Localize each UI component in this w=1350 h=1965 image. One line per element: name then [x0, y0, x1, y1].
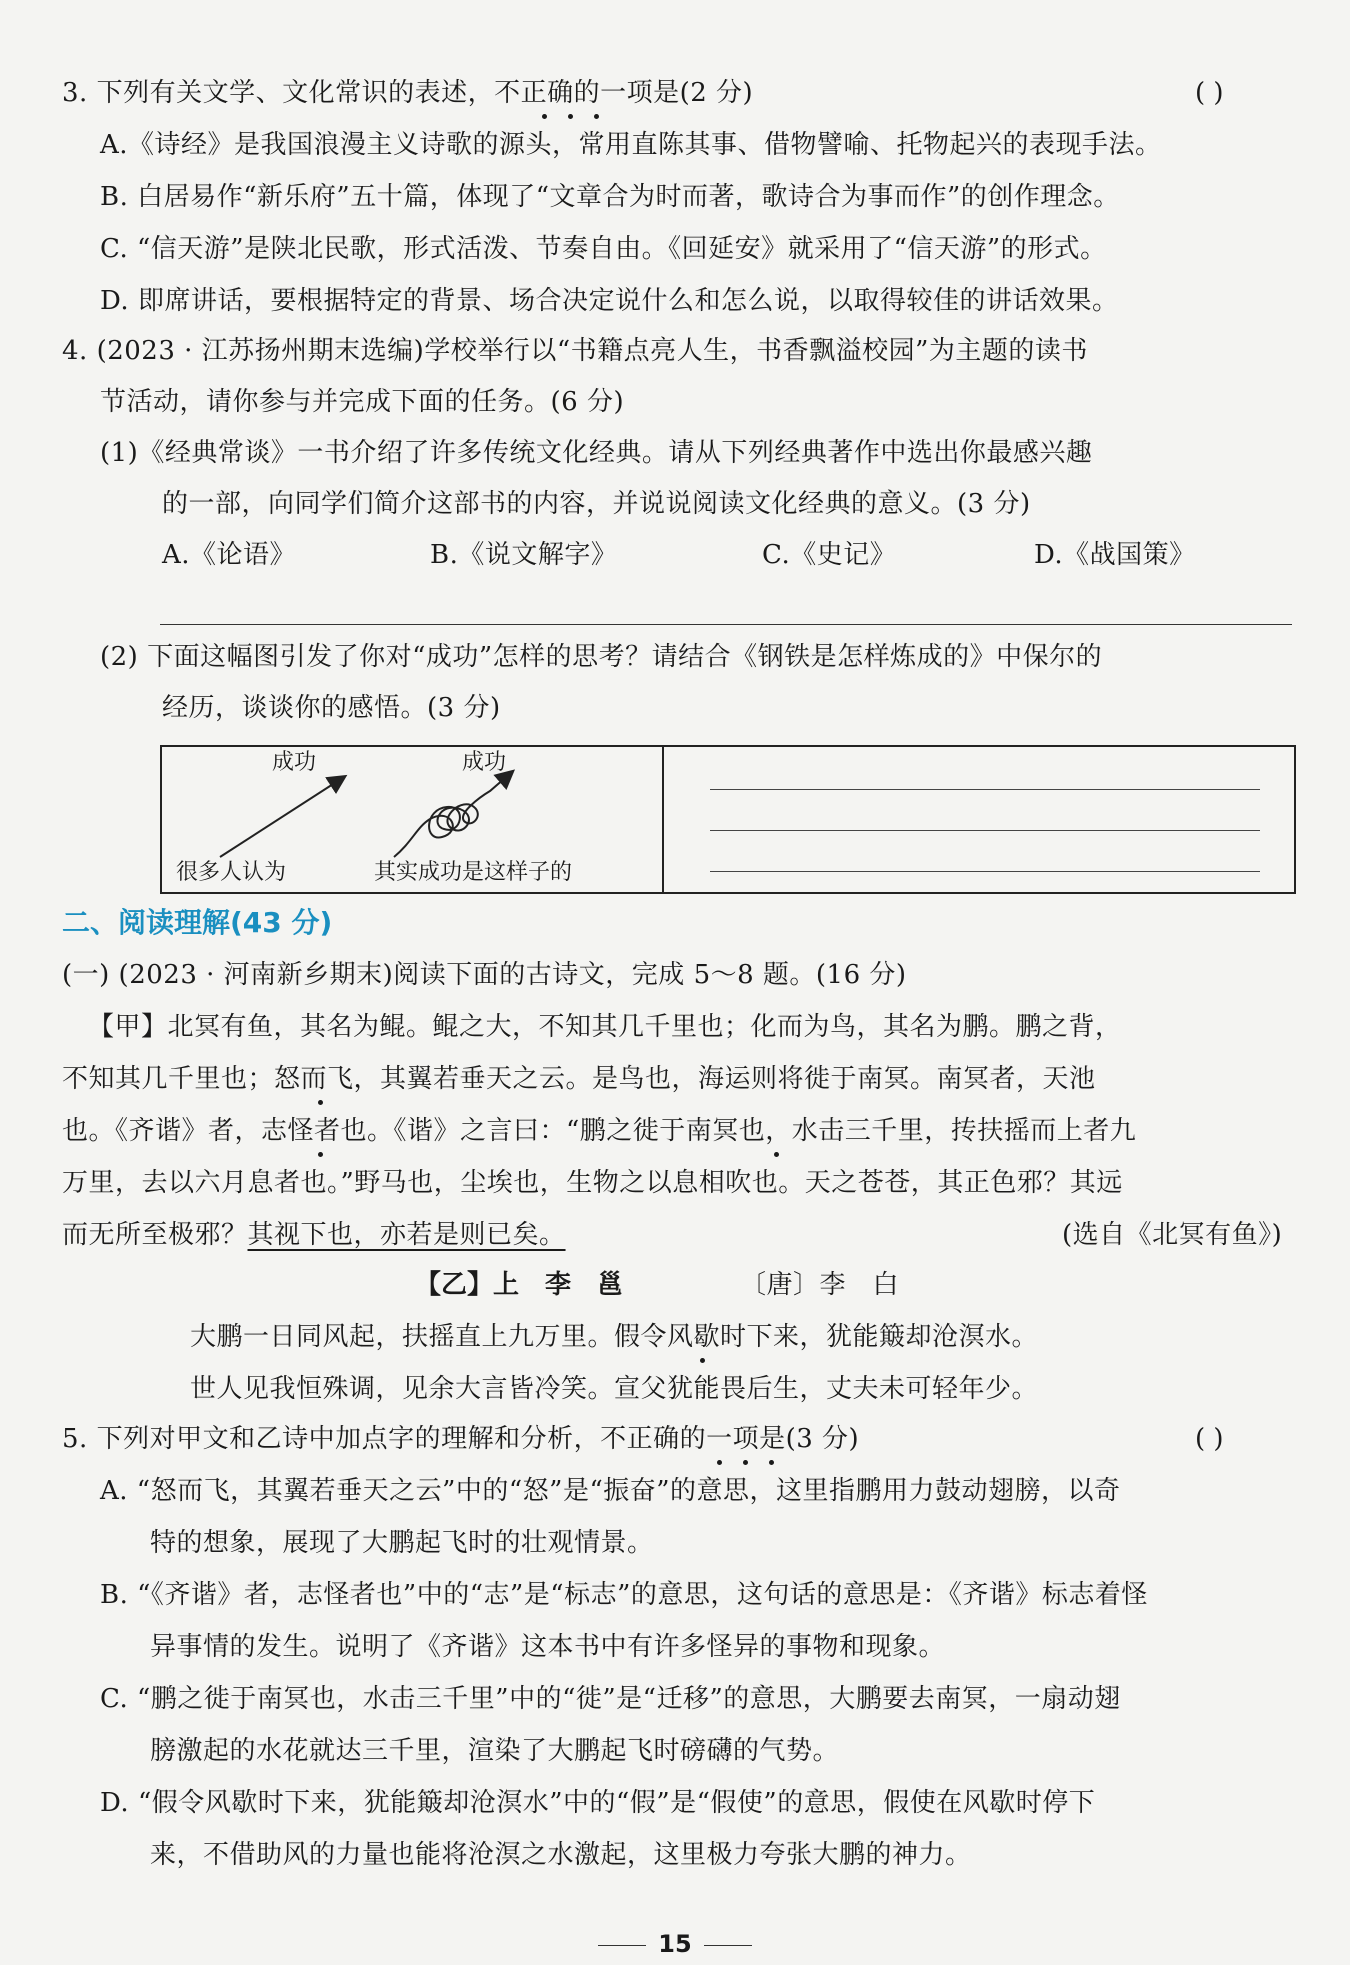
q5-answer-paren[interactable]: ( )	[1195, 1424, 1224, 1454]
jia-line-3: 也。《齐谐》者，志怪者也。《谐》之言曰：“鹏之徙于南冥也，水击三千里，抟扶摇而上者九	[62, 1116, 1137, 1146]
q4-choice-b: B.《说文解字》	[430, 540, 618, 570]
q3-option-d: D. 即席讲话，要根据特定的背景、场合决定说什么和怎么说，以取得较佳的讲话效果。	[100, 286, 1119, 316]
success-label-1: 成功	[272, 750, 317, 775]
page-number-value: 15	[658, 1930, 692, 1958]
page-number	[0, 1930, 1350, 1958]
q5-option-d-line1: D. “假令风歇时下来，犹能簸却沧溟水”中的“假”是“假使”的意思，假使在风歇时停下	[100, 1788, 1096, 1818]
jia-line-1: 【甲】北冥有鱼，其名为鲲。鲲之大，不知其几千里也；化而为鸟，其名为鹏。鹏之背，	[88, 1012, 1122, 1042]
q4-sub1-line1: (1)《经典常谈》一书介绍了许多传统文化经典。请从下列经典著作中选出你最感兴趣	[100, 438, 1093, 468]
yi-line-2: 世人见我恒殊调，见余大言皆冷笑。宣父犹能畏后生，丈夫未可轻年少。	[190, 1374, 1039, 1404]
emphasis-dot	[318, 1100, 323, 1105]
q5-option-a-line1: A. “怒而飞，其翼若垂天之云”中的“怒”是“振奋”的意思，这里指鹏用力鼓动翅膀，以奇	[100, 1476, 1121, 1506]
yi-title: 【乙】上 李 邕	[415, 1270, 624, 1300]
q5-option-b-line2: 异事情的发生。说明了《齐谐》这本书中有许多怪异的事物和现象。	[150, 1632, 946, 1662]
part1-instruction: (一) (2023 · 河南新乡期末)阅读下面的古诗文，完成 5～8 题。(16 分)	[62, 960, 907, 990]
yi-author: 〔唐〕李 白	[740, 1270, 900, 1300]
figure-answer-line-2[interactable]	[710, 830, 1260, 831]
q5-option-d-line2: 来，不借助风的力量也能将沧溟之水激起，这里极力夸张大鹏的神力。	[150, 1840, 972, 1870]
q3-option-a: A.《诗经》是我国浪漫主义诗歌的源头，常用直陈其事、借物譬喻、托物起兴的表现手法。	[100, 130, 1162, 160]
emphasis-dot	[774, 1152, 779, 1157]
jia-line-4: 万里，去以六月息者也。”野马也，尘埃也，生物之以息相吹也。天之苍苍，其正色邪？其远	[62, 1168, 1123, 1198]
q4-answer-line[interactable]	[160, 624, 1292, 625]
figure-answer-line-3[interactable]	[710, 871, 1260, 872]
emphasis-dot	[318, 1152, 323, 1157]
q4-sub1-line2: 的一部，向同学们简介这部书的内容，并说说阅读文化经典的意义。(3 分)	[162, 489, 1031, 519]
figure-caption-2: 其实成功是这样子的	[374, 860, 573, 885]
q4-choice-c: C.《史记》	[762, 540, 897, 570]
q4-sub2-line2: 经历，谈谈你的感悟。(3 分)	[162, 693, 501, 723]
q3-option-b: B. 白居易作“新乐府”五十篇，体现了“文章合为时而著，歌诗合为事而作”的创作理念。	[100, 182, 1120, 212]
jia-line-2: 不知其几千里也；怒而飞，其翼若垂天之云。是鸟也，海运则将徙于南冥。南冥者，天池	[62, 1064, 1096, 1094]
q4-stem-line1: 4. (2023 · 江苏扬州期末选编)学校举行以“书籍点亮人生，书香飘溢校园”为主题的读书	[62, 336, 1088, 366]
emphasis-dot	[594, 114, 599, 119]
straight-arrow-icon	[220, 777, 344, 857]
q5-stem: 5. 下列对甲文和乙诗中加点字的理解和分析，不正确的一项是(3 分)	[62, 1424, 860, 1454]
jia-underlined-sentence: 其视下也，亦若是则已矣。	[247, 1220, 566, 1250]
emphasis-dot	[743, 1460, 748, 1465]
figure-divider	[662, 747, 664, 892]
jia-source: (选自《北冥有鱼》)	[1062, 1220, 1283, 1250]
q3-option-c: C. “信天游”是陕北民歌，形式活泼、节奏自由。《回延安》就采用了“信天游”的形式。	[100, 234, 1107, 264]
q4-choice-d: D.《战国策》	[1034, 540, 1196, 570]
q4-stem-line2: 节活动，请你参与并完成下面的任务。(6 分)	[100, 387, 625, 417]
jia-line-5-a: 而无所至极邪？	[62, 1220, 248, 1250]
q4-sub2-line1: (2) 下面这幅图引发了你对“成功”怎样的思考？请结合《钢铁是怎样炼成的》中保尔的	[100, 642, 1103, 672]
q5-option-c-line1: C. “鹏之徙于南冥也，水击三千里”中的“徙”是“迁移”的意思，大鹏要去南冥，一扇动翅	[100, 1684, 1121, 1714]
emphasis-dot	[700, 1358, 705, 1363]
q5-option-b-line1: B. “《齐谐》者，志怪者也”中的“志”是“标志”的意思，这句话的意思是：《齐谐》标志着怪	[100, 1580, 1148, 1610]
success-figure-box	[160, 745, 1296, 894]
q4-choice-a: A.《论语》	[162, 540, 297, 570]
jia-line-5	[62, 1218, 566, 1252]
q3-stem: 3. 下列有关文学、文化常识的表述，不正确的一项是(2 分)	[62, 78, 754, 108]
section-heading: 二、阅读理解(43 分)	[62, 906, 333, 939]
success-label-2: 成功	[462, 750, 507, 775]
yi-line-1: 大鹏一日同风起，扶摇直上九万里。假令风歇时下来，犹能簸却沧溟水。	[190, 1322, 1039, 1352]
q5-option-a-line2: 特的想象，展现了大鹏起飞时的壮观情景。	[150, 1528, 654, 1558]
emphasis-dot	[568, 114, 573, 119]
q5-option-c-line2: 膀激起的水花就达三千里，渲染了大鹏起飞时磅礴的气势。	[150, 1736, 840, 1766]
emphasis-dot	[769, 1460, 774, 1465]
emphasis-dot	[542, 114, 547, 119]
tangled-arrow-icon	[394, 772, 512, 857]
figure-answer-line-1[interactable]	[710, 789, 1260, 790]
figure-caption-1: 很多人认为	[176, 860, 287, 885]
q3-answer-paren[interactable]: ( )	[1195, 78, 1224, 108]
emphasis-dot	[717, 1460, 722, 1465]
